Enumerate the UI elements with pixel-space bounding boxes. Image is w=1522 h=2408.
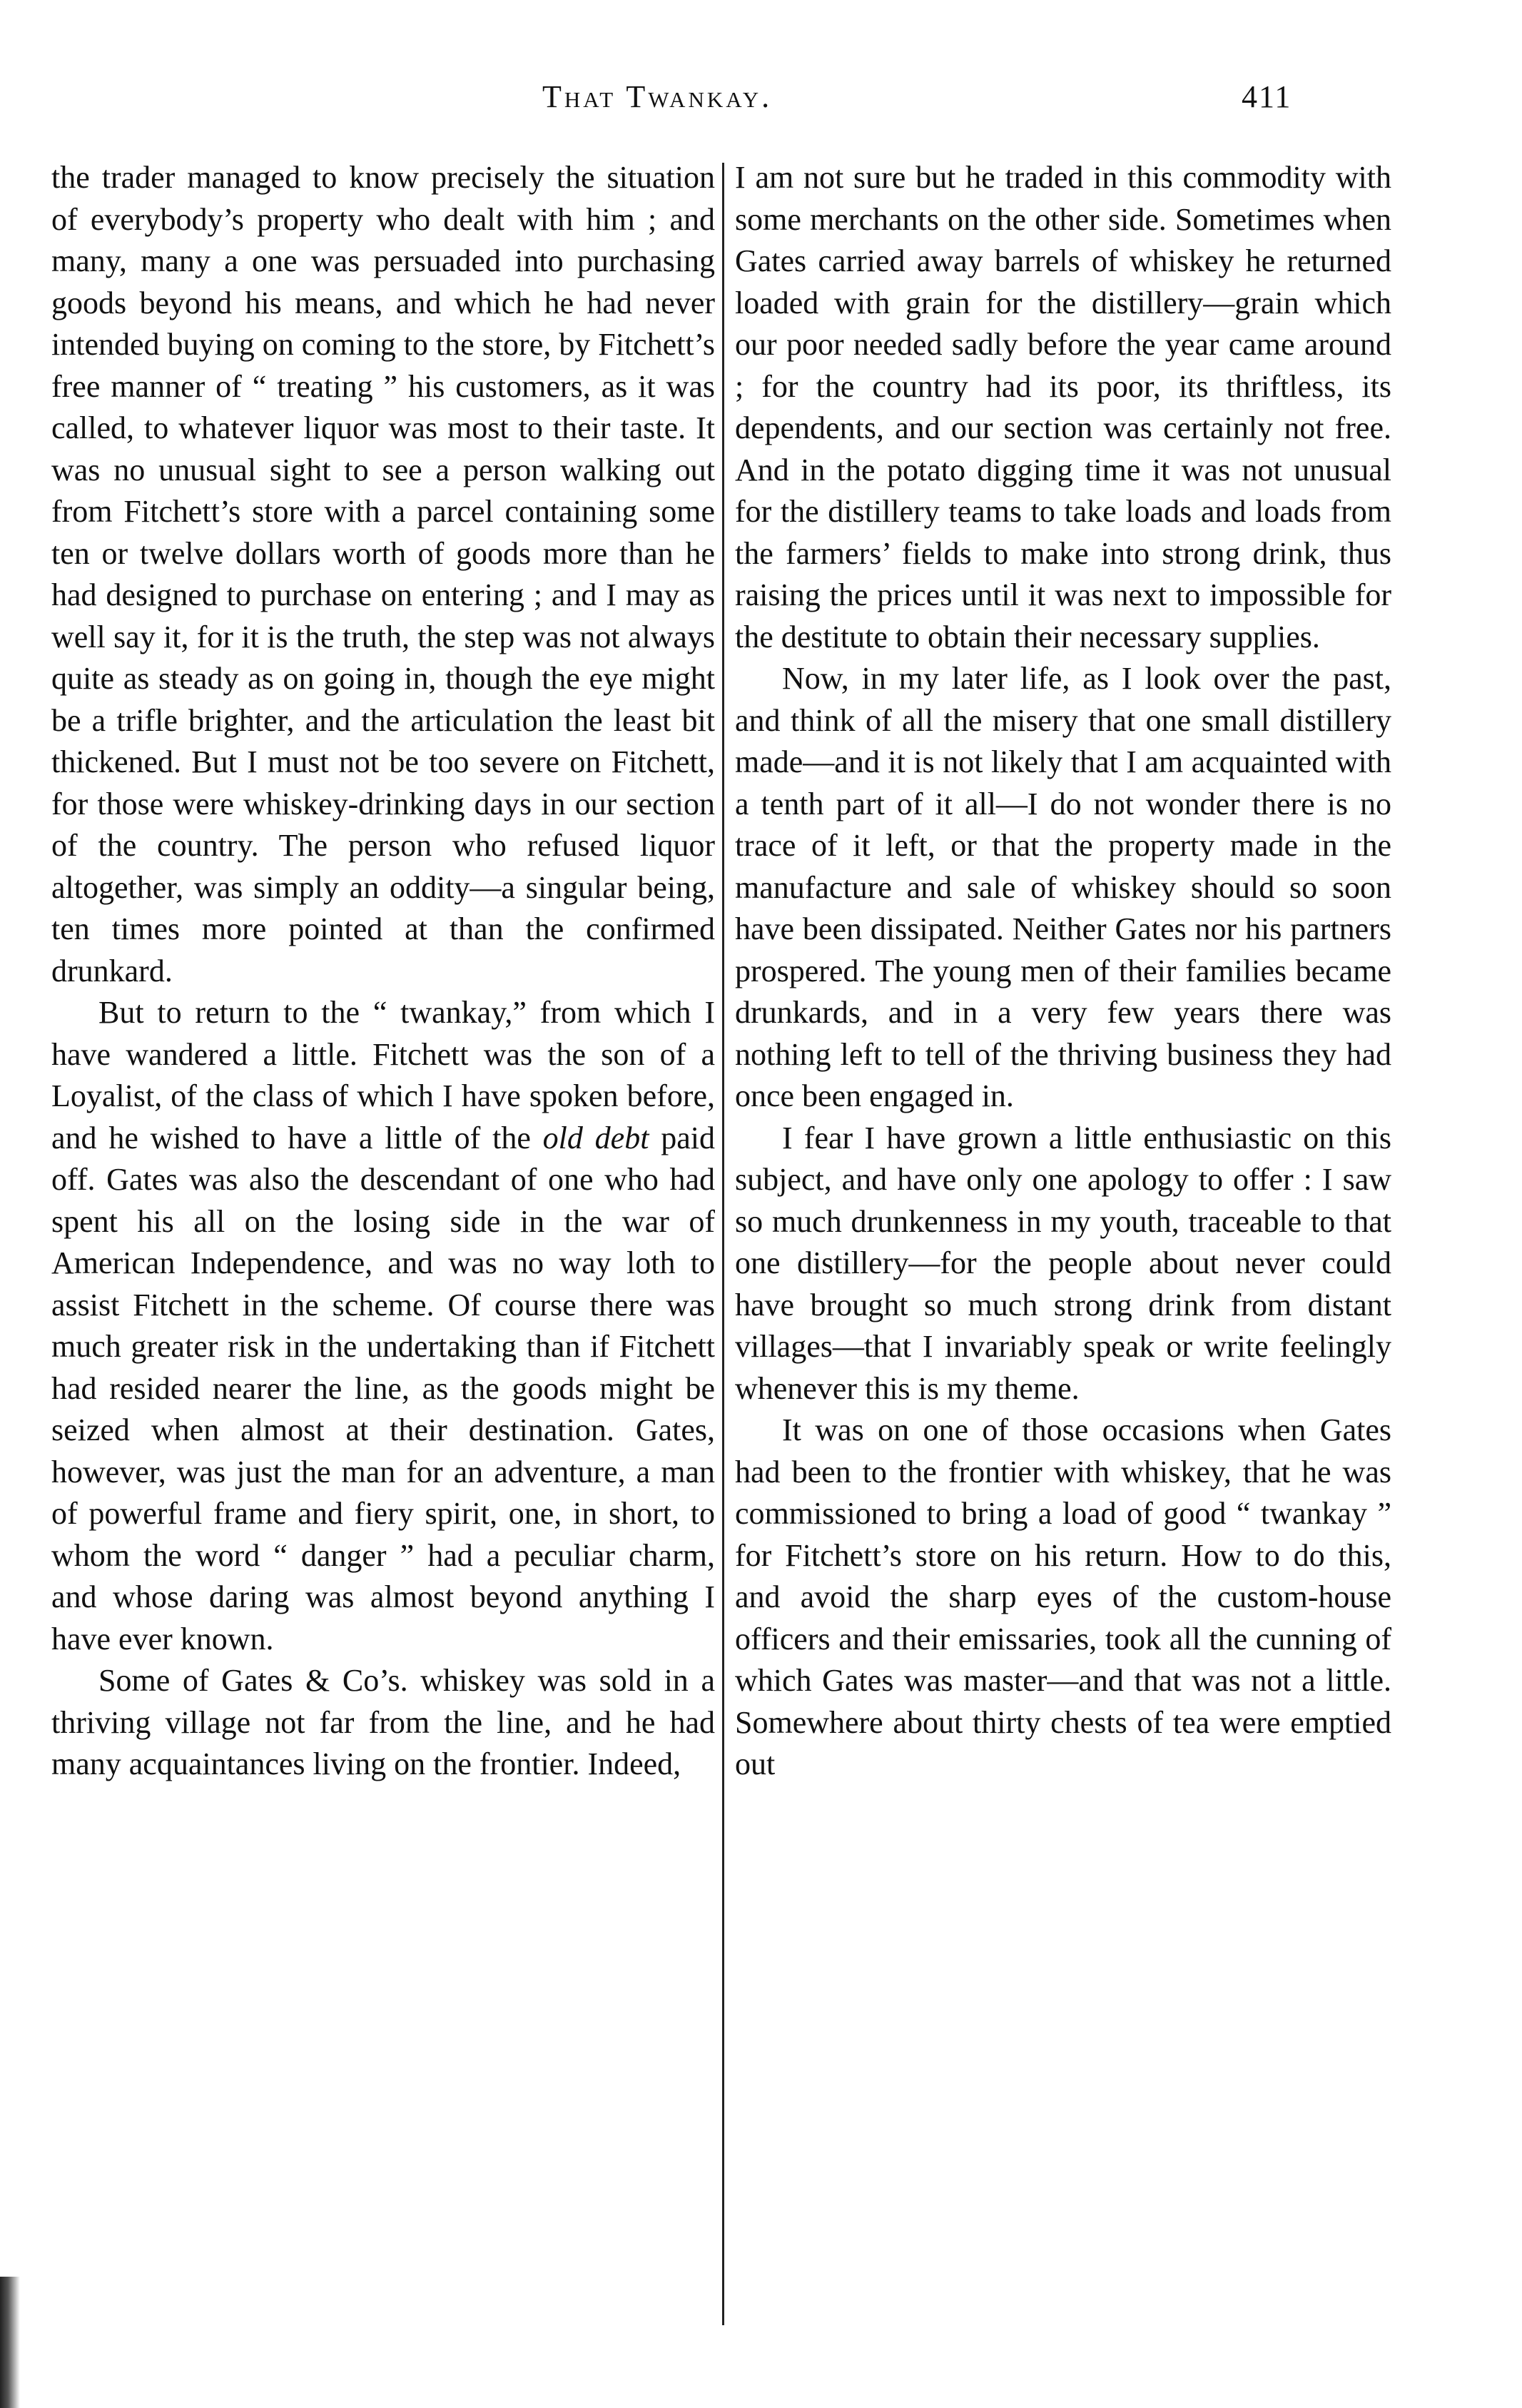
paragraph-twankay-start: But to return to the “ twankay,” from which I have wandered a little. Fitchett was the son of a Loyalist, of the class of which I have spoken before, and he wished to have a little of the [51, 995, 715, 1155]
paragraph-gates-whiskey: Some of Gates & Co’s. whiskey was sold in a thriving village not far from the line, and he had many acquaintances living on the frontier. Indeed, [51, 1663, 715, 1781]
scan-edge-shadow [0, 2277, 20, 2408]
page-number: 411 [1242, 79, 1292, 114]
paragraph-trader: the trader managed to know precisely the situation of everybody’s property who dealt with him ; and many, many a one was persuaded into purchasing goods beyond his means, and which he had never intended buying on coming to the store, by Fitchett’s free manner of “ treating ” his customers, as it was called, to whatever liquor was most to their taste. It was no unusual sight to see a person walking out from Fitchett’s store with a parcel containing some ten or twelve dollars worth of goods more than he had designed to purchase on entering ; and I may as well say it, for it is the truth, the step was not always quite as steady as on going in, though the eye might be a trifle brighter, and the articulation the least bit thickened. But I must not be too severe on Fitchett, for those were whiskey-drinking days in our section of the country. The person who refused liquor altogether, was simply an oddity—a singular being, ten times more pointed at than the confirmed drunkard. [51, 160, 715, 988]
column-divider [722, 163, 724, 2325]
paragraph-occasions: It was on one of those occasions when Gates had been to the frontier with whiskey, that he was commissioned to bring a load of good “ twankay ” for Fitchett’s store on his return. How to do this, and avoid the sharp eyes of the custom-house officers and their emissaries, took all the cunning of which Gates was master—and that was not a little. Somewhere about thirty chests of tea were emptied out [735, 1412, 1391, 1781]
running-header [0, 71, 1522, 128]
paragraph-enthusiastic: I fear I have grown a little enthusiastic on this subject, and have only one apology to offer : I saw so much drunkenness in my youth, traceable to that one distillery—for the people about never could have brought so much strong drink from distant villages—that I invariably speak or write feelingly whenever this is my theme. [735, 1120, 1391, 1406]
running-title: That Twankay. [542, 79, 773, 114]
paragraph-commodity: I am not sure but he traded in this commodity with some merchants on the other side. Sometimes when Gates carried away barrels of whiskey he returned loaded with grain for the distillery—grain which our poor needed sadly before the year came around ; for the country had its poor, its thriftless, its dependents, and our section was certainly not free. And in the potato digging time it was not unusual for the distillery teams to take loads and loads from the farmers’ fields to make into strong drink, thus raising the prices until it was next to impossible for the destitute to obtain their necessary supplies. [735, 160, 1391, 654]
paragraph-twankay [51, 992, 715, 1660]
paragraph-later-life: Now, in my later life, as I look over the past, and think of all the misery that one small distillery made—and it is not likely that I am acquainted with a tenth part of it all—I do not wonder there is no trace of it left, or that the property made in the manufacture and sale of whiskey should so soon have been dissipated. Neither Gates nor his partners prospered. The young men of their families became drunkards, and in a very few years there was nothing left to tell of the thriving business they had once been engaged in. [735, 661, 1391, 1113]
old-debt-emphasis: old debt [542, 1120, 649, 1155]
right-column [735, 157, 1391, 2341]
paragraph-twankay-end: paid off. Gates was also the descendant of one who had spent his all on the losing side in the war of American Independence, and was no way loth to assist Fitchett in the scheme. Of course there was much greater risk in the undertaking than if Fitchett had resided nearer the line, as the goods might be seized when almost at their destination. Gates, however, was just the man for an adventure, a man of powerful frame and fiery spirit, one, in short, to whom the word “ danger ” had a peculiar charm, and whose daring was almost beyond anything I have ever known. [51, 1120, 715, 1656]
left-column [51, 157, 715, 2341]
